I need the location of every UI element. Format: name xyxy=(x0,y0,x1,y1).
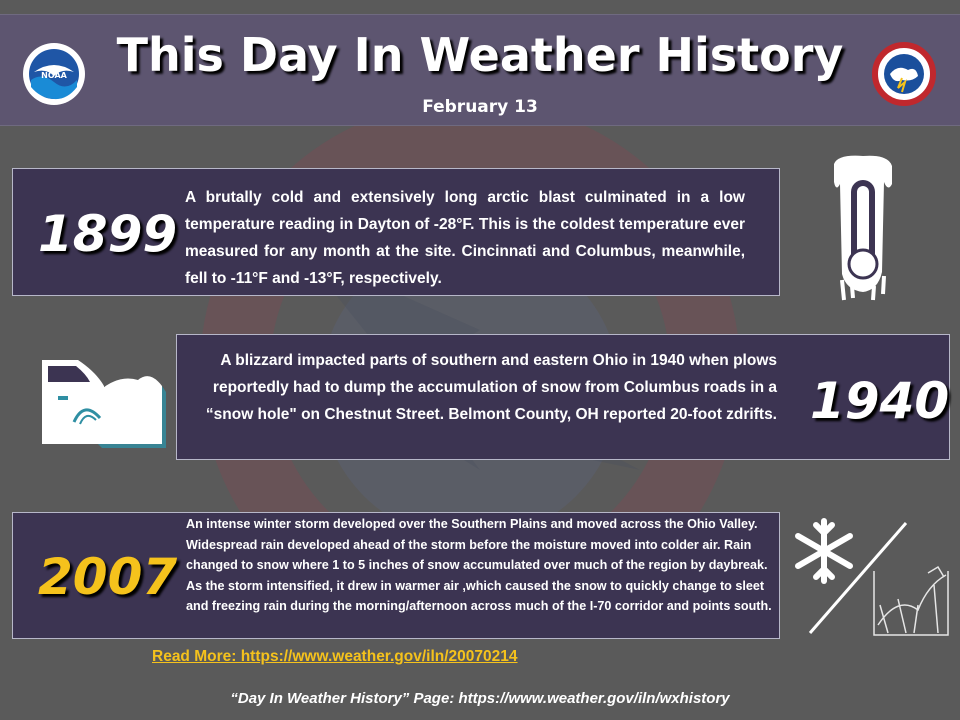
entry-1899-year: 1899 xyxy=(38,205,178,263)
footer-history-page: “Day In Weather History” Page: https://www.weather.gov/iln/wxhistory xyxy=(230,690,730,707)
entry-2007-year: 2007 xyxy=(38,548,178,606)
read-more-link[interactable]: Read More: https://www.weather.gov/iln/20070214 xyxy=(152,648,518,665)
entry-1940-year: 1940 xyxy=(810,372,950,430)
entry-1940-text: A blizzard impacted parts of southern and eastern Ohio in 1940 when plows reportedly had to dump the accumulation of snow from Columbus roads in a “snow hole" on Chestnut Street. Belmont County, OH reported 20-foot zdrifts. xyxy=(205,352,777,423)
entry-2007-text: An intense winter storm developed over the Southern Plains and moved across the Ohio Valley. Widespread rain developed ahead of the storm before the moisture moved into colder air. Rain changed to snow where 1 to 5 inches of snow accumulated over much of the region by daybreak. As the storm intensified, it drew in warmer air ,which caused the snow to quickly change to sleet and freezing rain during the morning/afternoon across much of the I-70 corridor and points south. xyxy=(186,517,772,613)
entry-1899-text: A brutally cold and extensively long arctic blast culminated in a low temperature reading in Dayton of -28°F. This is the coldest temperature ever measured for any month at the site. Cincinnati and Columbus, meanwhile, fell to -11°F and -13°F, respectively. xyxy=(185,189,745,287)
snowed-in-car-icon xyxy=(38,352,166,448)
page-date: February 13 xyxy=(422,97,538,117)
snowflake-ice-icon xyxy=(788,515,958,640)
thermometer-icon xyxy=(828,152,898,302)
page-title: This Day In Weather History xyxy=(116,28,844,82)
svg-text:NOAA: NOAA xyxy=(41,71,67,80)
